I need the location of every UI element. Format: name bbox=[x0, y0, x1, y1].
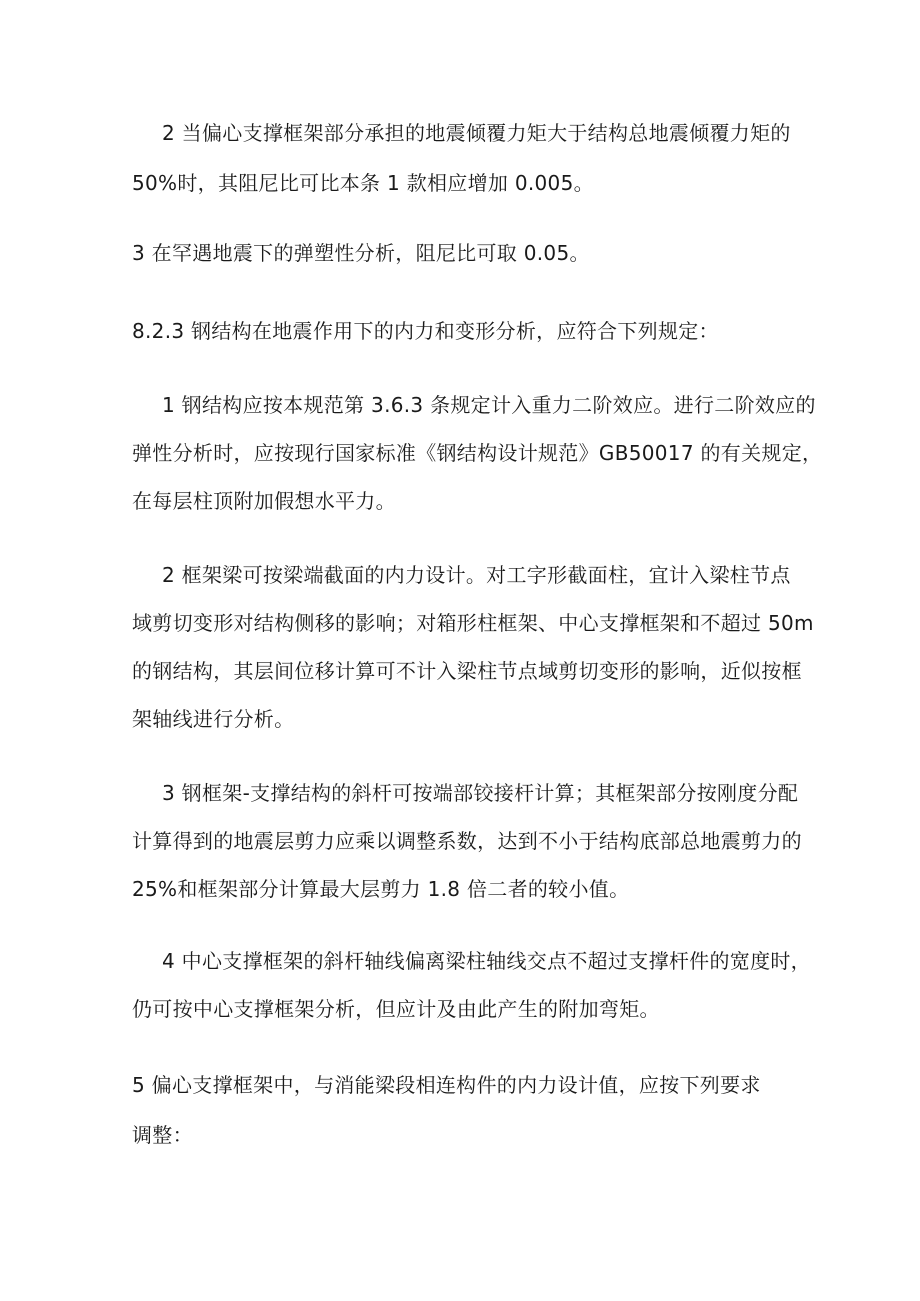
text-line: 的钢结构，其层间位移计算可不计入梁柱节点域剪切变形的影响，近似按框 bbox=[132, 659, 802, 683]
text-line: 调整： bbox=[132, 1123, 193, 1147]
text-line: 3 钢框架-支撑结构的斜杆可按端部铰接杆计算；其框架部分按刚度分配 bbox=[162, 781, 799, 805]
text-line: 1 钢结构应按本规范第 3.6.3 条规定计入重力二阶效应。进行二阶效应的 bbox=[162, 393, 816, 417]
text-line: 2 框架梁可按梁端截面的内力设计。对工字形截面柱，宜计入梁柱节点 bbox=[162, 563, 791, 587]
text-line: 3 在罕遇地震下的弹塑性分析，阻尼比可取 0.05。 bbox=[132, 241, 590, 265]
text-line: 5 偏心支撑框架中，与消能梁段相连构件的内力设计值，应按下列要求 bbox=[132, 1073, 761, 1097]
text-line: 架轴线进行分析。 bbox=[132, 707, 295, 731]
text-line: 在每层柱顶附加假想水平力。 bbox=[132, 489, 396, 513]
text-line: 仍可按中心支撑框架分析，但应计及由此产生的附加弯矩。 bbox=[132, 997, 660, 1021]
text-line: 弹性分析时，应按现行国家标准《钢结构设计规范》GB50017 的有关规定， bbox=[132, 441, 823, 465]
text-line: 计算得到的地震层剪力应乘以调整系数，达到不小于结构底部总地震剪力的 bbox=[132, 829, 802, 853]
text-line: 50%时，其阻尼比可比本条 1 款相应增加 0.005。 bbox=[132, 171, 594, 195]
section-heading: 8.2.3 钢结构在地震作用下的内力和变形分析，应符合下列规定： bbox=[132, 319, 719, 343]
text-line: 2 当偏心支撑框架部分承担的地震倾覆力矩大于结构总地震倾覆力矩的 bbox=[162, 121, 791, 145]
text-line: 4 中心支撑框架的斜杆轴线偏离梁柱轴线交点不超过支撑杆件的宽度时， bbox=[162, 949, 811, 973]
text-line: 25%和框架部分计算最大层剪力 1.8 倍二者的较小值。 bbox=[132, 877, 630, 901]
text-line: 域剪切变形对结构侧移的影响；对箱形柱框架、中心支撑框架和不超过 50m bbox=[132, 611, 814, 635]
